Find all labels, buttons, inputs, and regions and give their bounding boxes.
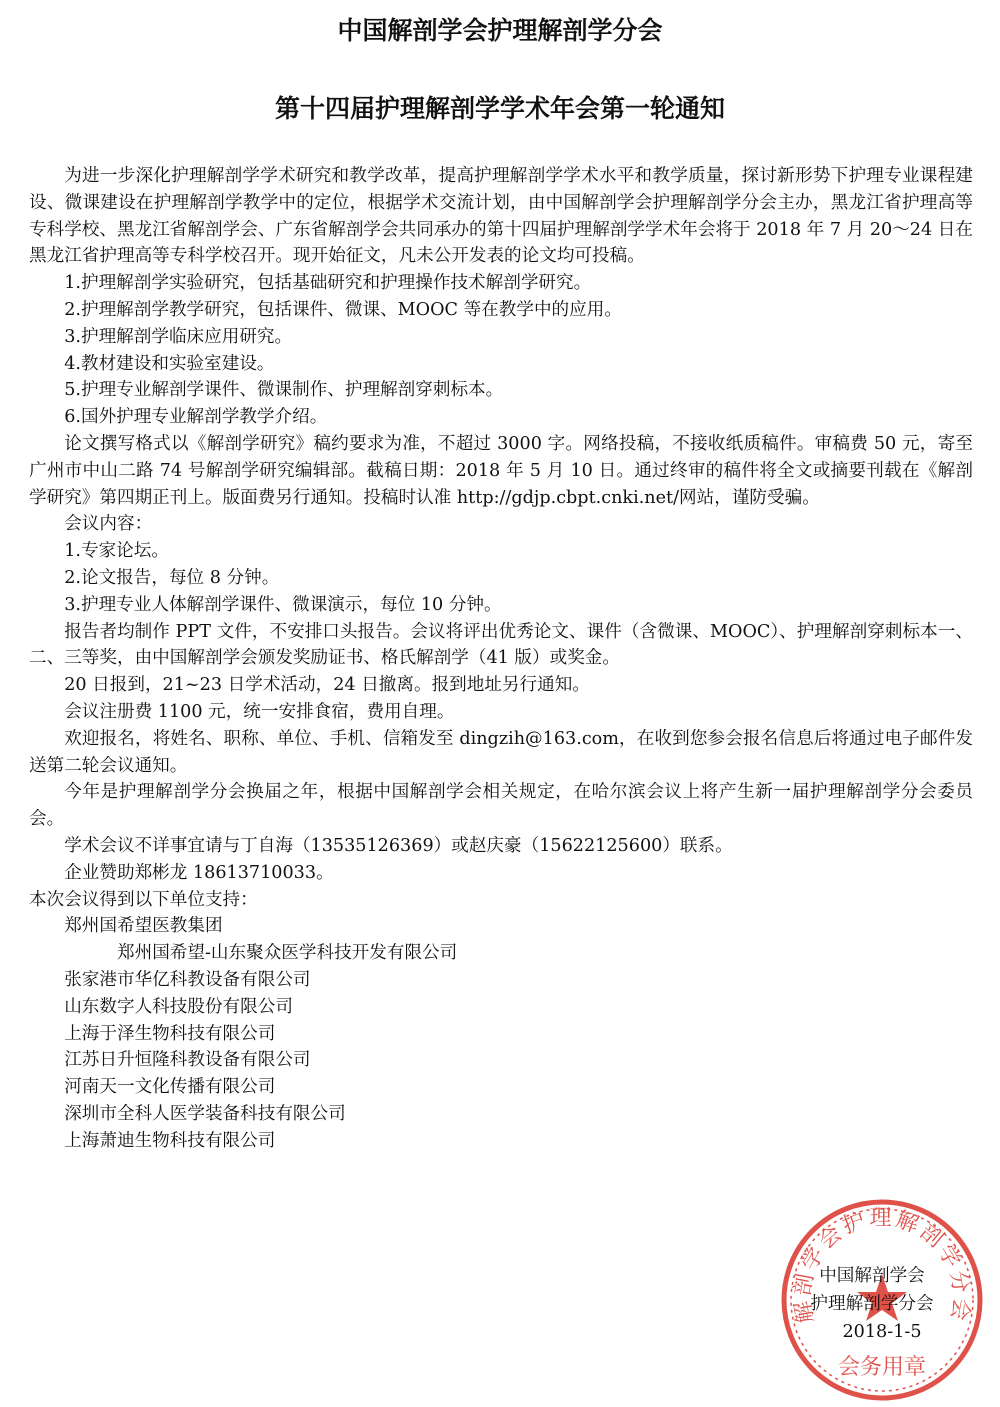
registration-paragraph: 欢迎报名，将姓名、职称、单位、手机、信箱发至 dingzih@163.com，在收到您参会报名信息后将通过电子邮件发送第二轮会议通知。 bbox=[29, 728, 973, 776]
intro-paragraph: 为进一步深化护理解剖学学术研究和教学改革，提高护理解剖学学术水平和教学质量，探讨新形势下护理专业课程建设、微课建设在护理解剖学教学中的定位，根据学术交流计划，由中国解剖学会护理解剖学分会主办，黑龙江省护理高等专科学校、黑龙江省解剖学会、广东省解剖学会共同承办的第十四届护理解剖学学术年会将于 2018 年 7 月 20～24 日在黑龙江省护理高等专科学校召开。现开始征文，凡未公开发表的论文均可投稿。 bbox=[29, 166, 973, 267]
sponsor-item: 深圳市全科人医学装备科技有限公司 bbox=[64, 1103, 346, 1124]
sponsor-item: 张家港市华亿科教设备有限公司 bbox=[64, 969, 311, 990]
contact-paragraph: 学术会议不详事宜请与丁自海（13535126369）或赵庆豪（15622125600）联系。 bbox=[64, 835, 733, 856]
svg-text:解剖学会护理解剖学分会: 解剖学会护理解剖学分会 bbox=[790, 1206, 974, 1326]
topic-item: 3.护理解剖学临床应用研究。 bbox=[64, 326, 293, 347]
sponsor-list bbox=[29, 913, 973, 1154]
meeting-item: 2.论文报告，每位 8 分钟。 bbox=[64, 567, 280, 588]
topic-item: 5.护理专业解剖学课件、微课制作、护理解剖穿刺标本。 bbox=[64, 380, 504, 401]
sponsors-heading: 本次会议得到以下单位支持： bbox=[29, 889, 258, 910]
topic-item: 2.护理解剖学教学研究，包括课件、微课、MOOC 等在教学中的应用。 bbox=[64, 299, 622, 320]
signature-org-line2: 护理解剖学分会 bbox=[810, 1294, 934, 1314]
meeting-item: 3.护理专业人体解剖学课件、微课演示，每位 10 分钟。 bbox=[64, 594, 502, 615]
meeting-item: 1.专家论坛。 bbox=[64, 541, 169, 562]
awards-paragraph: 报告者均制作 PPT 文件，不安排口头报告。会议将评出优秀论文、课件（含微课、MOOC）、护理解剖穿刺标本一、二、三等奖，由中国解剖学会颁发奖励证书、格氏解剖学（41 版）或奖金。 bbox=[29, 621, 973, 669]
sponsor-item: 上海萧迪生物科技有限公司 bbox=[64, 1130, 276, 1151]
signature-block bbox=[782, 1262, 962, 1346]
page-subtitle: 第十四届护理解剖学学术年会第一轮通知 bbox=[274, 94, 725, 123]
election-paragraph: 今年是护理解剖学分会换届之年，根据中国解剖学会相关规定，在哈尔滨会议上将产生新一届护理解剖学分会委员会。 bbox=[29, 782, 973, 830]
topic-item: 1.护理解剖学实验研究，包括基础研究和护理操作技术解剖学研究。 bbox=[64, 273, 592, 294]
sponsor-item: 郑州国希望-山东聚众医学科技开发有限公司 bbox=[117, 943, 458, 964]
sponsor-item: 河南天一文化传播有限公司 bbox=[64, 1077, 276, 1098]
fee-paragraph: 会议注册费 1100 元，统一安排食宿，费用自理。 bbox=[64, 701, 455, 722]
page-title: 中国解剖学会护理解剖学分会 bbox=[337, 16, 663, 45]
submission-paragraph: 论文撰写格式以《解剖学研究》稿约要求为准，不超过 3000 字。网络投稿，不接收纸质稿件。审稿费 50 元，寄至广州市中山二路 74 号解剖学研究编辑部。截稿日期：2018 年 5 月 10 日。通过终审的稿件将全文或摘要刊载在《解剖学研究》第四期正刊上。版面费另行通知。投稿时认准 http://gdjp.cbpt.cnki.net/网站，谨防受骗。 bbox=[29, 433, 973, 508]
topic-item: 4.教材建设和实验室建设。 bbox=[64, 353, 275, 374]
sponsor-item: 山东数字人科技股份有限公司 bbox=[64, 996, 293, 1017]
meeting-heading: 会议内容： bbox=[64, 514, 153, 535]
notice-body bbox=[29, 163, 973, 1154]
sponsor-item: 上海于泽生物科技有限公司 bbox=[64, 1023, 276, 1044]
svg-text:会务用章: 会务用章 bbox=[837, 1355, 927, 1380]
schedule-paragraph: 20 日报到，21~23 日学术活动，24 日撤离。报到地址另行通知。 bbox=[64, 675, 590, 696]
sponsor-item: 郑州国希望医教集团 bbox=[64, 916, 223, 937]
topic-item: 6.国外护理专业解剖学教学介绍。 bbox=[64, 407, 328, 428]
sponsor-contact-paragraph: 企业赞助郑彬龙 18613710033。 bbox=[64, 862, 334, 883]
signature-date: 2018-1-5 bbox=[842, 1322, 922, 1342]
signature-org-line1: 中国解剖学会 bbox=[819, 1266, 925, 1286]
sponsor-item: 江苏日升恒隆科教设备有限公司 bbox=[64, 1050, 311, 1071]
